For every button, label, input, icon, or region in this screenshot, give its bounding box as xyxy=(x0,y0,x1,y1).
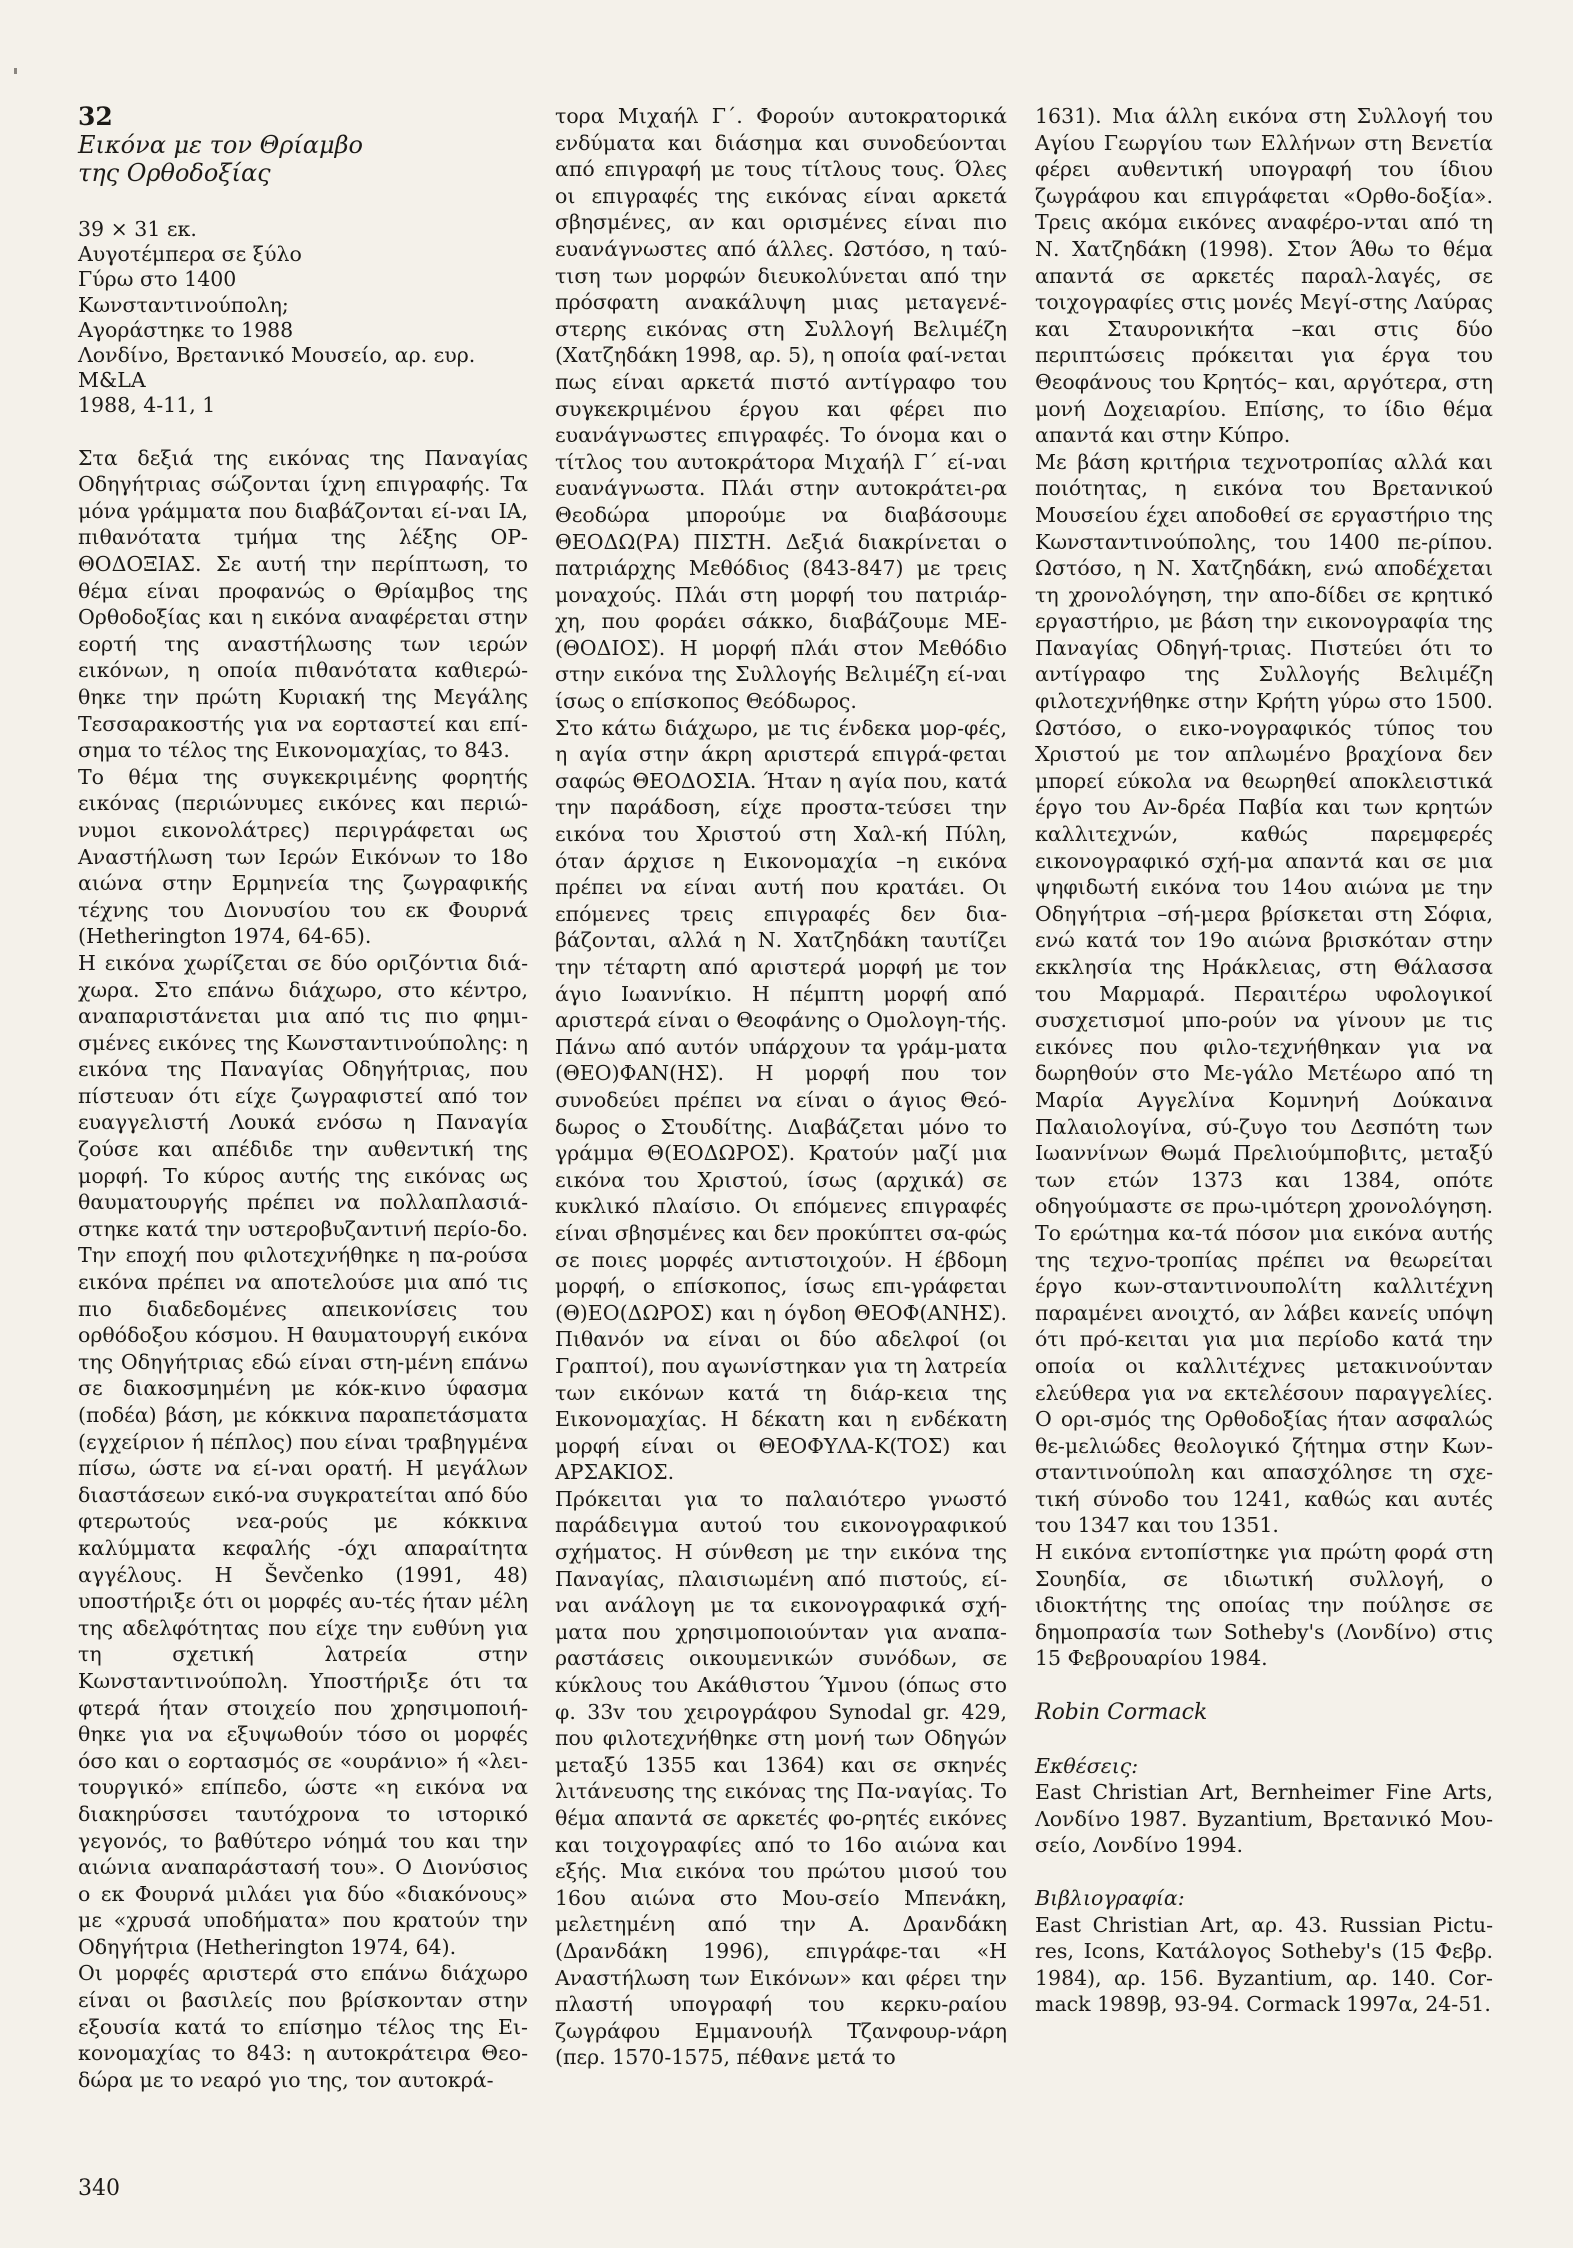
entry-metadata xyxy=(78,217,528,419)
author-name: Robin Cormack xyxy=(1035,1700,1208,1726)
meta-dimensions: 39 × 31 εκ. xyxy=(78,217,197,241)
meta-date: Γύρω στο 1400 xyxy=(78,267,237,292)
paragraph: Με βάση κριτήρια τεχνοτροπίας αλλά και ποιότητας, η εικόνα του Βρετανικού Μουσείου έχει αποδοθεί σε εργαστήριο της Κωνσταντινούπολης, του 1400 πε-ρίπου. Ωστόσο, η Ν. Χατζηδάκη, ενώ αποδέχεται τη χρονολόγηση, την απο-δίδει σε κρητικό εργαστήριο, με βάση την εικονογραφία της Παναγίας Οδηγή-τριας. Πιστεύει ότι το αντίγραφο της Συλλογής Βελιμέζη φιλοτεχνήθηκε στην Κρήτη γύρω στο 1500. Ωστόσο, ο εικο-νογραφικός τύπος του Χριστού με τον απλωμένο βραχίονα δεν μπορεί εύκολα να θεωρηθεί αποκλειστικά έργο του Αν-δρέα Παβία και των κρητών καλλιτεχνών, καθώς παρεμφερές εικονογραφικό σχή-μα απαντά και σε μια ψηφιδωτή εικόνα του 14ου αιώνα με την Οδηγήτρια –σή-μερα βρίσκεται στη Σόφια, ενώ κατά τον 19ο αιώνα βρισκόταν στην εκκλησία της Ηράκλειας, στη Θάλασσα του Μαρμαρά. Περαιτέρω υφολογικοί συσχετισμοί μπο-ρούν να γίνουν με τις εικόνες που φιλο-τεχνήθηκαν για να δωρηθούν στο Με-γάλο Μετέωρο από τη Μαρία Αγγελίνα Κομνηνή Δούκαινα Παλαιολογίνα, σύ-ζυγο του Δεσπότη των Ιωαννίνων Θωμά Πρελιούμποβιτς, μεταξύ των ετών 1373 και 1384, οπότε οδηγούμαστε σε πρω-ιμότερη χρονολόγηση. Το ερώτημα κα-τά πόσον μια εικόνα αυτής της τεχνο-τροπίας πρέπει να θεωρείται έργο κων-σταντινουπολίτη καλλιτέχνη παραμένει ανοιχτό, αν λάβει κανείς υπόψη ότι πρό-κειται για μια περίοδο κατά την οποία οι καλλιτέχνες μετακινούνταν ελεύθερα για να εκτελέσουν παραγγελίες. Ο ορι-σμός της Ορθοδοξίας ήταν ασφαλώς θε-μελιώδες θεολογικό ζήτημα στην Κων-σταντινούπολη και απασχόλησε τη σχε-τική σύνοδο του 1241, καθώς και αυτές του 1347 και του 1351. xyxy=(1035,449,1493,1538)
paragraph: Η εικόνα χωρίζεται σε δύο οριζόντια διά-χωρα. Στο επάνω διάχωρο, στο κέντρο, αναπαριστάνεται μια από τις πιο φημι-σμένες εικόνες της Κωνσταντινούπολης: η εικόνα της Παναγίας Οδηγήτριας, που πίστευαν ότι είχε ζωγραφιστεί από τον ευαγγελιστή Λουκά ενόσω η Παναγία ζούσε και απέδιδε την αυθεντική της μορφή. Το κύρος αυτής της εικόνας ως θαυματουργής πρέπει να πολλαπλασιά-στηκε κατά την υστεροβυζαντινή περίο-δο. Την εποχή που φιλοτεχνήθηκε η πα-ρούσα εικόνα πρέπει να αποτελούσε μια από τις πιο διαδεδομένες απεικονίσεις του ορθόδοξου κόσμου. Η θαυματουργή εικόνα της Οδηγήτριας εδώ είναι στη-μένη επάνω σε διακοσμημένη με κόκ-κινο ύφασμα (ποδέα) βάση, με κόκκινα παραπετάσματα (εγχείριον ή πέπλος) που είναι τραβηγμένα πίσω, ώστε να εί-ναι ορατή. Η μεγάλων διαστάσεων εικό-να συγκρατείται από δύο φτερωτούς νεα-ρούς με κόκκινα καλύμματα κεφαλής -όχι απαραίτητα αγγέλους. Η Ševčenko (1991, 48) υποστήριξε ότι οι μορφές αυ-τές ήταν μέλη της αδελφότητας που είχε την ευθύνη για τη σχετική λατρεία στην Κωνσταντινούπολη. Υποστήριξε ότι τα φτερά ήταν στοιχείο που χρησιμοποιή-θηκε για να εξυψωθούν τόσο οι μορφές όσο και ο εορτασμός σε «ουράνιο» ή «λει-τουργικό» επίπεδο, ώστε «η εικόνα να διακηρύσσει ταυτόχρονα το ιστορικό γεγονός, το βαθύτερο νόημά του και την αιώνια αναπαράστασή του». Ο Διονύσιος ο εκ Φουρνά μιλάει για δύο «διακόνους» με «χρυσά υποδήματα» που κρατούν την Οδηγήτρια (Hetherington 1974, 64). xyxy=(78,950,528,1959)
paragraph: Στο κάτω διάχωρο, με τις ένδεκα μορ-φές, η αγία στην άκρη αριστερά επιγρά-φεται σαφώς ΘΕΟΔΟΣΙΑ. Ήταν η αγία που, κατά την παράδοση, είχε προστα-τεύσει την εικόνα του Χριστού στη Χαλ-κή Πύλη, όταν άρχισε η Εικονομαχία –η εικόνα πρέπει να είναι αυτή που κρατάει. Οι επόμενες τρεις επιγραφές δεν δια-βάζονται, αλλά η Ν. Χατζηδάκη ταυτίζει την τέταρτη από αριστερά μορφή με τον άγιο Ιωαννίκιο. Η πέμπτη μορφή από αριστερά είναι ο Θεοφάνης ο Ομολογη-τής. Πάνω από αυτόν υπάρχουν τα γράμ-ματα (ΘΕΟ)ΦΑΝ(ΗΣ). Η μορφή που τον συνοδεύει πρέπει να είναι ο άγιος Θεό-δωρος ο Στουδίτης. Διαβάζεται μόνο το γράμμα Θ(ΕΟΔΩΡΟΣ). Κρατούν μαζί μια εικόνα του Χριστού, ίσως (αρχικά) σε κυκλικό πλαίσιο. Οι επόμενες επιγραφές είναι σβησμένες και δεν προκύπτει σα-φώς σε ποιες μορφές αντιστοιχούν. Η έβδομη μορφή, ο επίσκοπος, ίσως επι-γράφεται (Θ)ΕΟ(ΔΩΡΟΣ) και η όγδοη ΘΕΟΦ(ΑΝΗΣ). Πιθανόν να είναι οι δύο αδελφοί (οι Γραπτοί), που αγωνίστηκαν για τη λατρεία των εικόνων κατά τη διάρ-κεια της Εικονομαχίας. Η δέκατη και η ενδέκατη μορφή είναι οι ΘΕΟΦΥΛΑ-Κ(ΤΟΣ) και ΑΡΣΑΚΙΟΣ. xyxy=(555,715,1007,1485)
scan-mark xyxy=(14,68,17,74)
meta-acquired: Αγοράστηκε το 1988 xyxy=(78,317,294,342)
column-middle xyxy=(555,103,1007,2071)
paragraph: 1631). Μια άλλη εικόνα στη Συλλογή του Αγίου Γεωργίου των Ελλήνων στη Βενετία φέρει αυθεντική υπογραφή του ίδιου ζωγράφου και επιγράφεται «Ορθο-δοξία». Τρεις ακόμα εικόνες αναφέρο-νται από τη Ν. Χατζηδάκη (1998). Στον Άθω το θέμα απαντά σε αρκετές παραλ-λαγές, σε τοιχογραφίες στις μονές Μεγί-στης Λαύρας και Σταυρονικήτα –και στις δύο περιπτώσεις πρόκειται για έργα του Θεοφάνους του Κρητός– και, αργότερα, στη μονή Δοχειαρίου. Επίσης, το ίδιο θέμα απαντά και στην Κύπρο. xyxy=(1035,104,1493,448)
paragraph: Η εικόνα εντοπίστηκε για πρώτη φορά στη Σουηδία, σε ιδιωτική συλλογή, ο ιδιοκτήτης της οποίας την πούλησε σε δημοπρασία των Sotheby's (Λονδίνο) στις 15 Φεβρουαρίου 1984. xyxy=(1035,1540,1493,1671)
entry-number: 32 xyxy=(78,102,113,131)
exhibitions-text: East Christian Art, Bernheimer Fine Arts, Λονδίνο 1987. Byzantium, Βρετανικό Μου-σείο, Λονδίνο 1994. xyxy=(1035,1780,1493,1858)
paragraph: τορα Μιχαήλ Γ΄. Φορούν αυτοκρατορικά ενδύματα και διάσημα και συνοδεύονται από επιγραφή με τους τίτλους τους. Όλες οι επιγραφές της εικόνας είναι αρκετά σβησμένες, αν και ορισμένες είναι πιο ευανάγνωστες από άλλες. Ωστόσο, η ταύ-τιση των μορφών διευκολύνεται από την πρόσφατη ανακάλυψη μιας μεταγενέ-στερης εικόνας στη Συλλογή Βελιμέζη (Χατζηδάκη 1998, αρ. 5), η οποία φαί-νεται πως είναι αρκετά πιστό αντίγραφο του συγκεκριμένου έργου και φέρει πιο ευανάγνωστες επιγραφές. Το όνομα και ο τίτλος του αυτοκράτορα Μιχαήλ Γ΄ εί-ναι ευανάγνωστα. Πλάι στην αυτοκράτει-ρα Θεοδώρα μπορούμε να διαβάσουμε ΘΕΟΔΩ(ΡΑ) ΠΙΣΤΗ. Δεξιά διακρίνεται ο πατριάρχης Μεθόδιος (843-847) με τρεις μοναχούς. Πλάι στη μορφή του πατριάρ-χη, που φοράει σάκκο, διαβάζουμε ΜΕ-(ΘΟΔΙΟΣ). Η μορφή πλάι στον Μεθόδιο στην εικόνα της Συλλογής Βελιμέζη εί-ναι ίσως ο επίσκοπος Θεόδωρος. xyxy=(555,104,1007,714)
meta-inventory: 1988, 4-11, 1 xyxy=(78,393,216,418)
paragraph: Το θέμα της συγκεκριμένης φορητής εικόνας (περιώνυμες εικόνες και περιώ-νυμοι εικονολάτρες) περιγράφεται ως Αναστήλωση των Ιερών Εικόνων το 18ο αιώνα στην Ερμηνεία της ζωγραφικής τέχνης του Διονυσίου του εκ Φουρνά (Hetherington 1974, 64-65). xyxy=(78,764,528,949)
entry-title-line-1: Εικόνα με τον Θρίαμβο xyxy=(78,131,363,159)
meta-location: Λονδίνο, Βρετανικό Μουσείο, αρ. ευρ. M&LA xyxy=(78,343,476,393)
bibliography-text: East Christian Art, αρ. 43. Russian Pictu-res, Icons, Κατάλογος Sotheby's (15 Φεβρ. 1984), αρ. 156. Byzantium, αρ. 140. Cor-mack 1989β, 93-94. Cormack 1997α, 24-51. xyxy=(1035,1912,1493,2017)
meta-place: Κωνσταντινούπολη; xyxy=(78,292,289,317)
paragraph: Πρόκειται για το παλαιότερο γνωστό παράδειγμα αυτού του εικονογραφικού σχήματος. Η σύνθεση με την εικόνα της Παναγίας, πλαισιωμένη από πιστούς, εί-ναι ανάλογη με τα εικονογραφικά σχή-ματα που χρησιμοποιούνταν για αναπα-ραστάσεις οικουμενικών συνόδων, σε κύκλους του Ακάθιστου Ύμνου (όπως στο φ. 33v του χειρογράφου Synodal gr. 429, που φιλοτεχνήθηκε στη μονή των Οδηγών μεταξύ 1355 και 1364) και σε σκηνές λιτάνευσης της εικόνας της Πα-ναγίας. Το θέμα απαντά σε αρκετές φο-ρητές εικόνες και τοιχογραφίες από το 16ο αιώνα και εξής. Μια εικόνα του πρώτου μισού του 16ου αιώνα στο Μου-σείο Μπενάκη, μελετημένη από την Α. Δρανδάκη (Δρανδάκη 1996), επιγράφε-ται «Η Αναστήλωση των Εικόνων» και φέρει την πλαστή υπογραφή του κερκυ-ραίου ζωγράφου Εμμανουήλ Τζανφουρ-νάρη (περ. 1570-1575, πέθανε μετά το xyxy=(555,1486,1007,2070)
column-left xyxy=(78,103,528,2093)
bibliography-heading: Βιβλιογραφία: xyxy=(1035,1886,1185,1910)
column-right xyxy=(1035,103,1493,2018)
page-number: 340 xyxy=(78,2176,120,2201)
meta-medium: Αυγοτέμπερα σε ξύλο xyxy=(78,242,302,267)
paragraph: Στα δεξιά της εικόνας της Παναγίας Οδηγήτριας σώζονται ίχνη επιγραφής. Τα μόνα γράμματα που διαβάζονται εί-ναι ΙΑ, πιθανότατα τμήμα της λέξης ΟΡ-ΘΟΔΟΞΙΑΣ. Σε αυτή την περίπτωση, το θέμα είναι προφανώς ο Θρίαμβος της Ορθοδοξίας και η εικόνα αναφέρεται στην εορτή της αναστήλωσης των ιερών εικόνων, η οποία πιθανότατα καθιερώ-θηκε την πρώτη Κυριακή της Μεγάλης Τεσσαρακοστής για να εορταστεί και επί-σημα το τέλος της Εικονομαχίας, το 843. xyxy=(78,445,528,763)
entry-title-line-2: της Ορθοδοξίας xyxy=(78,159,271,187)
paragraph: Οι μορφές αριστερά στο επάνω διάχωρο είναι οι βασιλείς που βρίσκονταν στην εξουσία κατά το επίσημο τέλος της Ει-κονομαχίας το 843: η αυτοκράτειρα Θεο-δώρα με το νεαρό γιο της, τον αυτοκρά- xyxy=(78,1961,528,2092)
exhibitions-heading: Εκθέσεις: xyxy=(1035,1753,1139,1778)
